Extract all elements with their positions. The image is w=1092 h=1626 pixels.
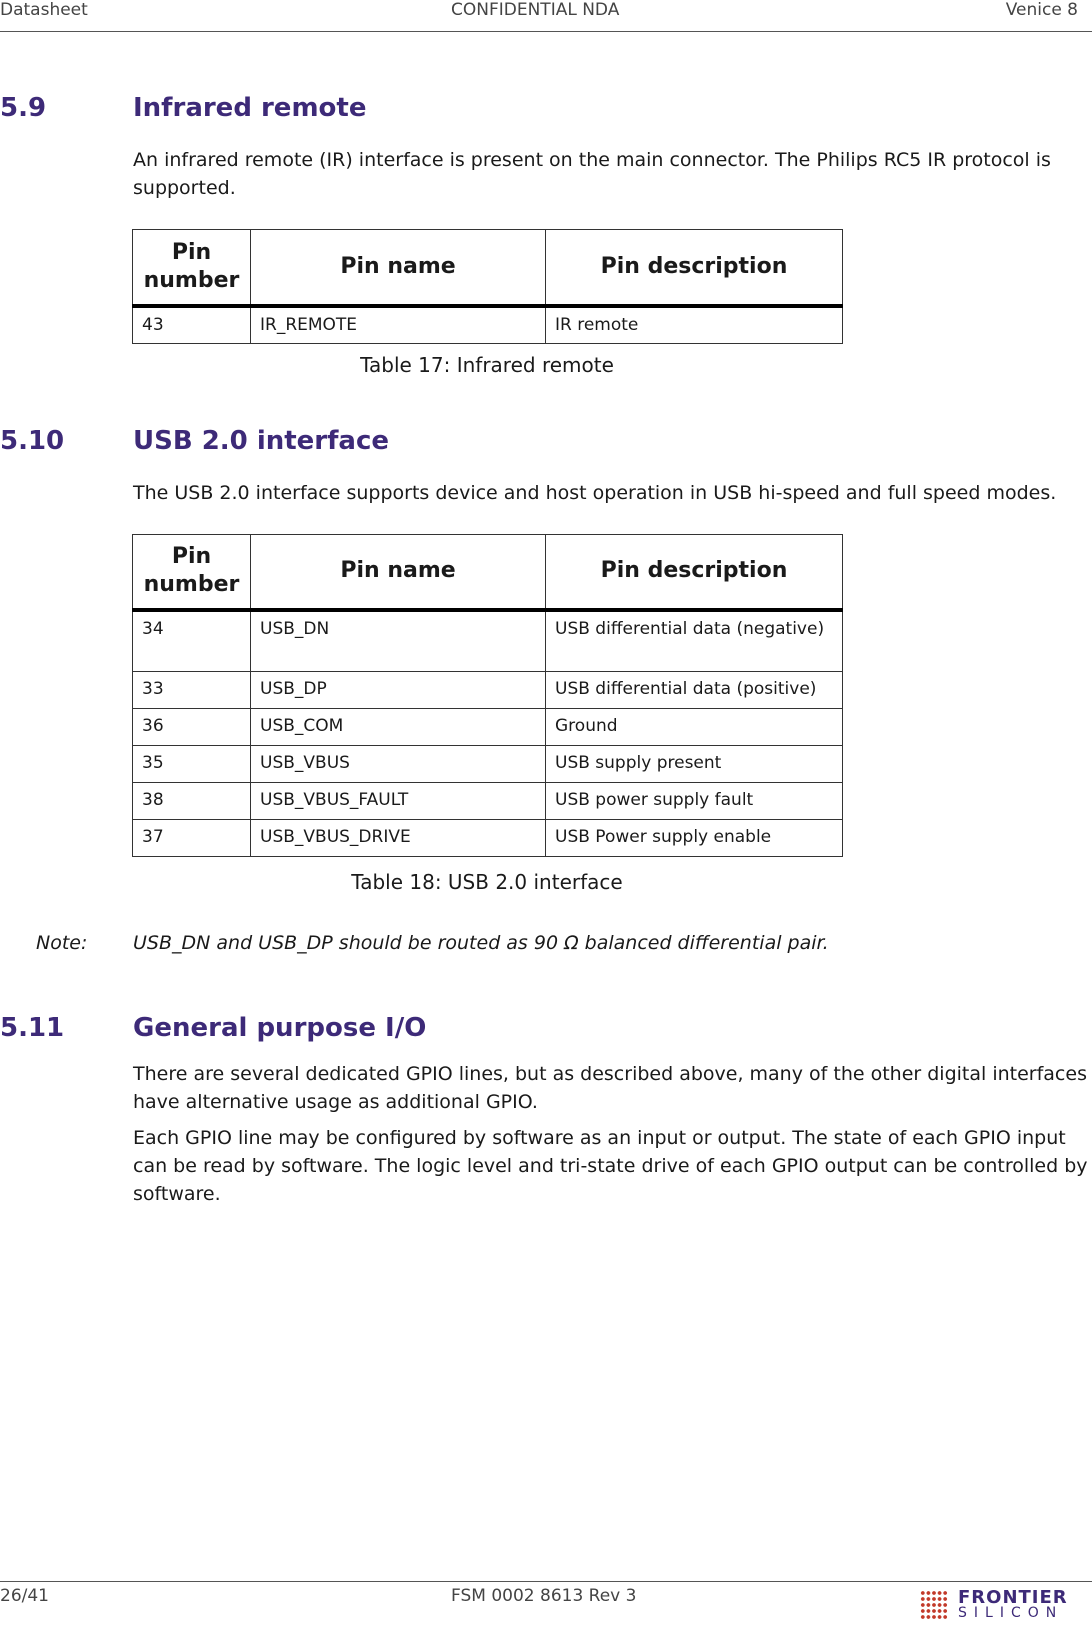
cell-pin-number: 35: [133, 746, 251, 783]
cell-pin-description: USB differential data (positive): [546, 672, 843, 709]
cell-pin-description: USB power supply fault: [546, 783, 843, 820]
cell-pin-name: USB_VBUS: [251, 746, 546, 783]
page-header: [0, 0, 1092, 32]
cell-pin-number: 37: [133, 820, 251, 857]
table-row: [133, 610, 843, 672]
cell-pin-name: USB_DN: [251, 610, 546, 672]
table-row: [133, 306, 843, 344]
cell-pin-name: USB_COM: [251, 709, 546, 746]
cell-pin-name: IR_REMOTE: [251, 306, 546, 344]
table-row: [133, 820, 843, 857]
paragraph: Each GPIO line may be configured by software as an input or output. The state of each GPIO input can be read by software. The logic level and tri-state drive of each GPIO output can be controlled by software.: [133, 1127, 1088, 1205]
cell-pin-description: USB Power supply enable: [546, 820, 843, 857]
company-logo: [920, 1587, 1078, 1623]
paragraph: The USB 2.0 interface supports device and host operation in USB hi-speed and full speed modes.: [133, 482, 1057, 504]
cell-pin-description: USB supply present: [546, 746, 843, 783]
note-label: Note:: [36, 932, 88, 954]
section-number: 5.9: [0, 93, 47, 123]
section-title: Infrared remote: [133, 93, 367, 123]
page-footer: [0, 1581, 1092, 1626]
cell-pin-number: 36: [133, 709, 251, 746]
col-header-pin-description: Pin description: [546, 535, 843, 610]
cell-pin-description: USB differential data (negative): [546, 610, 843, 672]
table-row: [133, 783, 843, 820]
paragraph: There are several dedicated GPIO lines, but as described above, many of the other digital interfaces have alternative usage as additional GPIO.: [133, 1063, 1087, 1113]
table-row: [133, 709, 843, 746]
col-header-pin-name: Pin name: [251, 230, 546, 306]
table-row: [133, 672, 843, 709]
section-number: 5.11: [0, 1013, 65, 1043]
cell-pin-number: 34: [133, 610, 251, 672]
cell-pin-number: 33: [133, 672, 251, 709]
cell-pin-description: Ground: [546, 709, 843, 746]
logo-wordmark-top: FRONTIER: [958, 1587, 1068, 1608]
cell-pin-name: USB_VBUS_DRIVE: [251, 820, 546, 857]
table-row: [133, 746, 843, 783]
cell-pin-number: 43: [133, 306, 251, 344]
table-caption: Table 18: USB 2.0 interface: [351, 870, 623, 894]
table-caption: Table 17: Infrared remote: [360, 353, 614, 377]
page-number: 26/41: [0, 1586, 49, 1606]
header-product: Venice 8: [1005, 0, 1078, 20]
col-header-pin-description: Pin description: [546, 230, 843, 306]
header-doc-type: Datasheet: [0, 0, 88, 20]
logo-dot-grid-icon: [920, 1590, 948, 1620]
cell-pin-name: USB_DP: [251, 672, 546, 709]
pin-table-17: [132, 229, 843, 344]
logo-wordmark-bottom: SILICON: [958, 1605, 1064, 1621]
col-header-pin-name: Pin name: [251, 535, 546, 610]
col-header-pin-number: Pin number: [133, 230, 251, 306]
note-text: USB_DN and USB_DP should be routed as 90 Ω balanced differential pair.: [133, 932, 829, 954]
pin-table-18: [132, 534, 843, 857]
cell-pin-description: IR remote: [546, 306, 843, 344]
cell-pin-number: 38: [133, 783, 251, 820]
section-title: General purpose I/O: [133, 1013, 427, 1043]
col-header-pin-number: Pin number: [133, 535, 251, 610]
paragraph: An infrared remote (IR) interface is present on the main connector. The Philips RC5 IR protocol is supported.: [133, 149, 1051, 199]
document-id: FSM 0002 8613 Rev 3: [451, 1586, 637, 1606]
section-number: 5.10: [0, 426, 65, 456]
cell-pin-name: USB_VBUS_FAULT: [251, 783, 546, 820]
header-confidentiality: CONFIDENTIAL NDA: [451, 0, 620, 20]
section-title: USB 2.0 interface: [133, 426, 390, 456]
